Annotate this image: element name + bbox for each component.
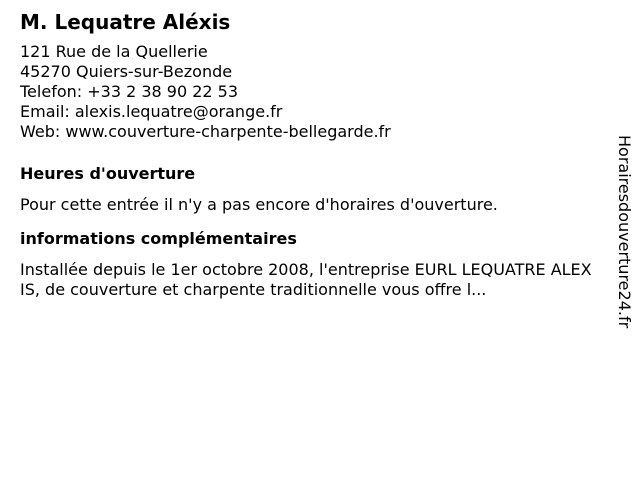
phone-number: Telefon: +33 2 38 90 22 53 (20, 82, 239, 101)
business-card (20, 8, 600, 300)
contact-block (20, 42, 600, 142)
business-name: M. Lequatre Aléxis (20, 10, 231, 34)
additional-info-heading: informations complémentaires (20, 229, 297, 248)
additional-info-text: Installée depuis le 1er octobre 2008, l'entreprise EURL LEQUATRE ALEXIS, de couverture et charpente traditionnelle vous offre l... (20, 260, 592, 299)
city-postcode: 45270 Quiers-sur-Bezonde (20, 62, 233, 81)
website-url: Web: www.couverture-charpente-bellegarde.fr (20, 122, 391, 141)
opening-hours-heading: Heures d'ouverture (20, 164, 196, 183)
site-watermark: Horairesdouverture24.fr (615, 135, 634, 329)
opening-hours-text: Pour cette entrée il n'y a pas encore d'horaires d'ouverture. (20, 195, 498, 214)
email-address: Email: alexis.lequatre@orange.fr (20, 102, 283, 121)
street-address: 121 Rue de la Quellerie (20, 42, 208, 61)
